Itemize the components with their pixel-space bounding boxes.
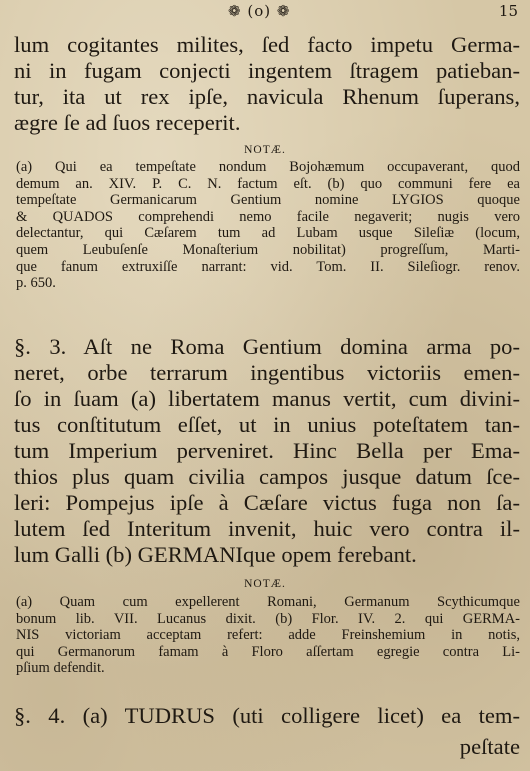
text-line: leri: Pompejus ipſe à Cæſare victus fuga non ſa-: [14, 490, 520, 515]
note-line: (a) Quam cum expellerent Romani, Germanum Scythicumque: [16, 594, 520, 610]
page-number: 15: [498, 2, 518, 20]
text-line: lum cogitantes milites, ſed facto impetu Germa-: [14, 32, 520, 57]
text-line: ſo in ſuam (a) libertatem manus vertit, cum divini-: [14, 386, 520, 411]
page-header: [0, 2, 530, 22]
header-ornament: ❁ (o) ❁: [228, 2, 291, 20]
notes-block-2: [16, 594, 520, 677]
note-line: que fanum extruxiſſe narrant: vid. Tom. II. Sileſiogr. renov.: [16, 258, 520, 275]
text-line: §. 4. (a) TUDRUS (uti colligere licet) ea tem-: [14, 703, 520, 728]
note-line: bonum lib. VII. Lucanus dixit. (b) Flor. IV. 2. qui GERMA-: [16, 610, 520, 627]
notes-heading-1: NOTÆ.: [244, 144, 286, 156]
paragraph-2: [14, 334, 520, 568]
text-line: ni in fugam conjecti ingentem ſtragem patieban-: [14, 58, 520, 83]
note-line: tempeſtate Germanicarum Gentium nomine LYGIOS quoque: [16, 192, 520, 209]
note-line: quem Leubuſenſe Monaſterium nobilitat) progreſſum, Marti-: [16, 241, 520, 258]
note-line: & QUADOS comprehendi nemo facile negaverit; nugis vero: [16, 208, 520, 225]
text-line: tus conſtitutum eſſet, ut in unius poteſtatem tan-: [14, 412, 520, 437]
text-line: lum Galli (b) GERMANIque opem ferebant.: [14, 542, 417, 567]
notes-block-1: [16, 159, 520, 292]
note-line: p. 650.: [16, 275, 56, 292]
text-line: §. 3. Aſt ne Roma Gentium domina arma po-: [14, 334, 520, 359]
note-line: demum an. XIV. P. C. N. factum eſt. (b) quo communi fere ea: [16, 175, 520, 192]
note-line: qui Germanorum famam à Floro aſſertam egregie contra Li-: [16, 643, 520, 660]
text-line: ægre ſe ad ſuos receperit.: [14, 110, 241, 135]
notes-heading-2: NOTÆ.: [244, 578, 286, 590]
catchword: peſtate: [459, 734, 520, 759]
paragraph-3: [14, 703, 520, 729]
text-line: tum Imperium perveniret. Hinc Bella per Ema-: [14, 438, 520, 463]
text-line: lutem ſed Interitum invenit, huic vero contra il-: [14, 516, 520, 541]
note-line: (a) Qui ea tempeſtate nondum Bojohæmum occupaverant, quod: [16, 159, 520, 175]
note-line: pſium defendit.: [16, 660, 105, 677]
note-line: NIS victoriam acceptam refert: adde Freinshemium in notis,: [16, 627, 520, 644]
text-line: neret, orbe terrarum ingentibus victoriis emen-: [14, 360, 520, 385]
paragraph-1: [14, 32, 520, 136]
catchword-block: [14, 734, 520, 760]
text-line: thios plus quam civilia campos jusque datum ſce-: [14, 464, 520, 489]
text-line: tur, ita ut rex ipſe, navicula Rhenum ſuperans,: [14, 84, 520, 109]
note-line: delectantur, qui Cæſarem tum ad Lubam usque Sileſiæ (locum,: [16, 225, 520, 242]
